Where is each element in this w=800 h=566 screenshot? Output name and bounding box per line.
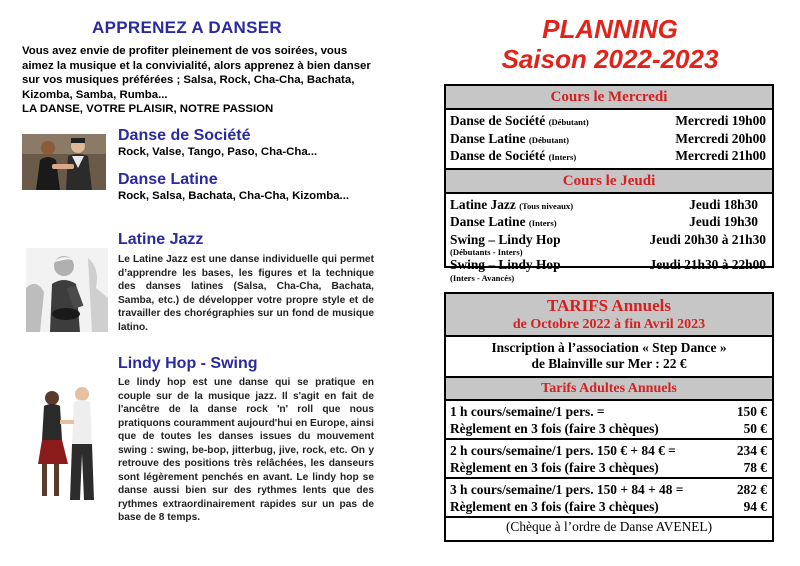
level-note: (Inters - Avancés)	[450, 272, 515, 283]
season-title: Saison 2022-2023	[501, 44, 719, 74]
thursday-header: Cours le Jeudi	[446, 168, 772, 194]
rate-row: Règlement en 3 fois (faire 3 chèques) 50 €	[450, 421, 767, 436]
pricing-box	[444, 292, 774, 542]
planning-title: PLANNING	[542, 14, 678, 44]
thursday-list	[446, 194, 772, 283]
pricing-header	[446, 294, 772, 337]
dance-name-societe: Danse de Société	[118, 127, 251, 144]
rate-row: Règlement en 3 fois (faire 3 chèques) 94 €	[450, 499, 767, 514]
slogan: LA DANSE, VOTRE PLAISIR, NOTRE PASSION	[22, 103, 274, 116]
intro-text	[22, 44, 372, 117]
rate-row: Règlement en 3 fois (faire 3 chèques) 78 €	[450, 460, 767, 475]
page-title: APPRENEZ A DANSER	[92, 18, 282, 37]
dance-styles-latine: Rock, Salsa, Bachata, Cha-Cha, Kizomba...	[118, 190, 350, 202]
planning-header	[444, 14, 776, 74]
adult-rates-header: Tarifs Adultes Annuels	[446, 378, 772, 401]
pricing-period: de Octobre 2022 à fin Avril 2023	[512, 317, 706, 332]
rate-group-1h	[446, 401, 772, 440]
couple-photo	[22, 134, 106, 190]
dance-name-latine-jazz: Latine Jazz	[118, 231, 204, 248]
schedule-box	[444, 84, 774, 283]
rate-row: 3 h cours/semaine/1 pers. 150 + 84 + 48 = 282 €	[450, 482, 767, 497]
schedule-row: Danse Latine (Inters) Jeudi 19h30	[450, 214, 758, 229]
lindy-hop-photo	[32, 384, 106, 504]
registration-fee: Inscription à l’association « Step Dance » de Blainville sur Mer : 22 €	[446, 337, 772, 378]
pricing-title: TARIFS Annuels	[547, 296, 671, 315]
rate-row: 1 h cours/semaine/1 pers. = 150 €	[450, 404, 767, 419]
schedule-row: Swing – Lindy Hop Jeudi 20h30 à 21h30	[450, 231, 766, 247]
payment-note: (Chèque à l’ordre de Danse AVENEL)	[505, 519, 713, 534]
rate-row: 2 h cours/semaine/1 pers. 150 € + 84 € = 234 €	[450, 443, 767, 458]
intro-paragraph: Vous avez envie de profiter pleinement de vos soirées, vous aimez la musique et la convivialité, alors apprenez à bien danser sur vos musiques préférées ; Salsa, Rock, Cha-Cha, Bachata, Kizomba, Samba, Rumba...	[22, 45, 371, 101]
lindy-hop-description: Le lindy hop est une danse qui se pratique en couple sur de la musique jazz. Il s'agit en fait de l'ancêtre de la danse rock 'n' roll que nous pratiquons couramment aujourd'hui en Europe, ainsi que de toutes les danses issues du mouvement swing : swing, be-bop, jitterbug, jive, rock, etc. On y retrouve des positions très relâchées, les danseurs sont légèrement penchés en avant. Le lindy hop se danse aussi bien sur des rythmes lents que des rythmes extraordinairement rapides sur un pas de base de 8 temps.	[118, 377, 375, 523]
dance-styles-societe: Rock, Valse, Tango, Paso, Cha-Cha...	[118, 146, 318, 158]
schedule-row: Danse Latine (Débutant) Mercredi 20h00	[450, 130, 766, 146]
wednesday-list	[446, 110, 772, 168]
latine-jazz-description: Le Latine Jazz est une danse individuelle qui permet d’apprendre les bases, les figures et la technique des danses latines (Salsa, Cha-Cha, Bachata, Samba, etc.) de développer votre propre style et de travailler des chorégraphies sur un fond de musique latino.	[118, 254, 374, 333]
dance-name-latine: Danse Latine	[118, 171, 218, 188]
wednesday-header: Cours le Mercredi	[446, 86, 772, 110]
latine-jazz-photo	[26, 248, 108, 332]
level-note: (Débutants - Inters)	[450, 247, 523, 257]
dance-courses-column	[22, 18, 374, 117]
rate-group-3h	[446, 479, 772, 518]
schedule-row: Danse de Société (Débutant) Mercredi 19h00	[450, 113, 766, 128]
dance-name-lindy-hop: Lindy Hop - Swing	[118, 355, 258, 372]
schedule-row: Danse de Société (Inters) Mercredi 21h00	[450, 148, 766, 163]
schedule-row: Swing – Lindy Hop Jeudi 21h30 à 22h00	[450, 257, 766, 272]
rate-group-2h	[446, 440, 772, 479]
schedule-row: Latine Jazz (Tous niveaux) Jeudi 18h30	[450, 196, 758, 212]
